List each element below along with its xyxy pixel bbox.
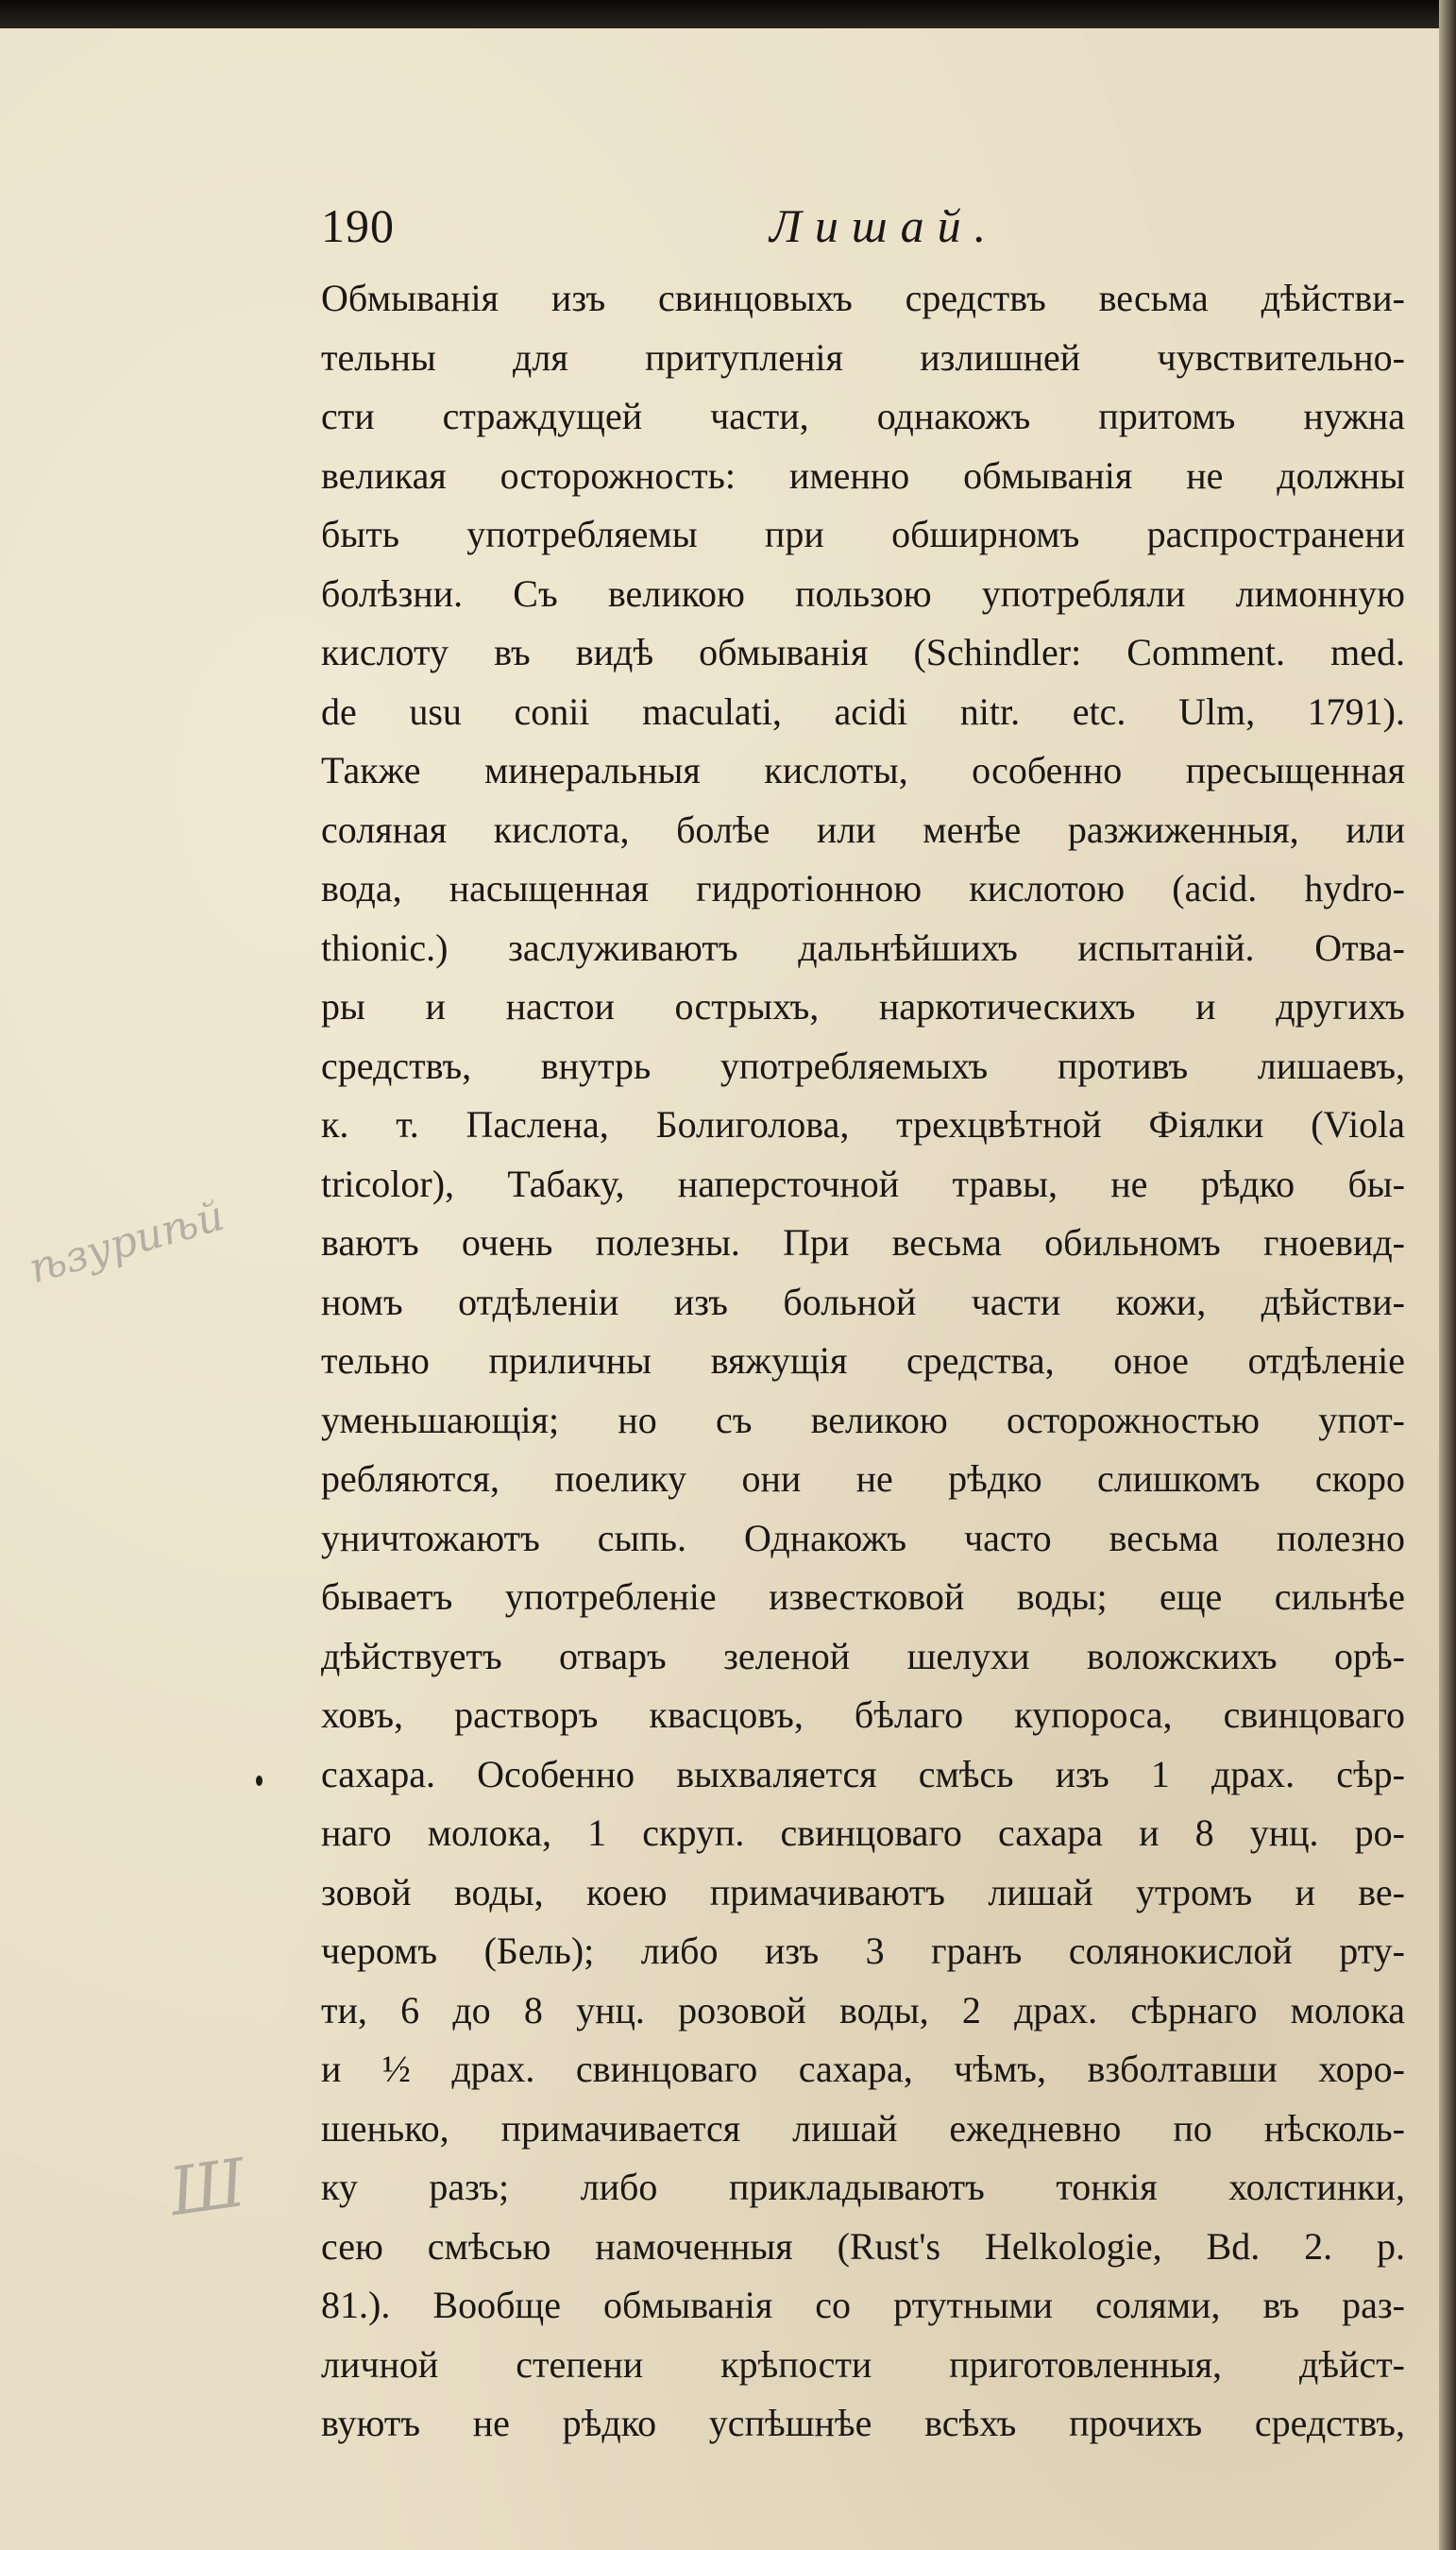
text-line: быть употребляемы при обширномъ распространени bbox=[321, 513, 1405, 555]
running-head: Лишай. bbox=[770, 199, 1000, 252]
text-line: de usu conii maculati, acidi nitr. etc. Ulm, 1791). bbox=[321, 689, 1405, 733]
text-line: ку разъ; либо прикладываютъ тонкія холстинки, bbox=[321, 2166, 1405, 2208]
text-line: ти, 6 до 8 унц. розовой воды, 2 драх. сѣрнаго молока bbox=[321, 1988, 1405, 2032]
text-line: личной степени крѣпости приготовленныя, дѣйст- bbox=[321, 2342, 1405, 2386]
text-line: средствъ, внутрь употребляемыхъ противъ лишаевъ, bbox=[321, 1044, 1405, 1087]
text-line: великая осторожность: именно обмыванія не должны bbox=[321, 453, 1405, 497]
text-line: соляная кислота, болѣе или менѣе разжиженныя, или bbox=[321, 808, 1405, 851]
text-line: thionic.) заслуживаютъ дальнѣйшихъ испытаній. Отва- bbox=[321, 926, 1405, 969]
scan-right-edge bbox=[1439, 0, 1456, 2550]
text-line: tricolor), Табаку, наперсточной травы, не рѣдко бы- bbox=[321, 1162, 1405, 1205]
text-line: черомъ (Бель); либо изъ 3 гранъ солянокислой рту- bbox=[321, 1930, 1405, 1972]
text-line: тельны для притупленія излишней чувствительно- bbox=[321, 335, 1405, 379]
text-line: ваютъ очень полезны. При весьма обильномъ гноевид- bbox=[321, 1221, 1405, 1264]
text-line: зовой воды, коею примачиваютъ лишай утромъ и ве- bbox=[321, 1870, 1405, 1913]
text-line: Обмыванія изъ свинцовыхъ средствъ весьма дѣйстви- bbox=[321, 277, 1405, 319]
page-header bbox=[321, 198, 1407, 264]
text-line: к. т. Паслена, Болиголова, трехцвѣтной Фіялки (Viola bbox=[321, 1103, 1405, 1146]
text-line: наго молока, 1 скруп. свинцоваго сахара и 8 унц. ро- bbox=[321, 1811, 1405, 1854]
book-page bbox=[0, 28, 1439, 2550]
pencil-margin-note: ѣзуриѣй bbox=[24, 1191, 229, 1294]
text-line: и ½ драх. свинцоваго сахара, чѣмъ, взболтавши хоро- bbox=[321, 2048, 1405, 2090]
text-line: уничтожаютъ сыпь. Однакожъ часто весьма полезно bbox=[321, 1516, 1405, 1559]
text-line: вода, насыщенная гидротіонною кислотою (acid. hydro- bbox=[321, 867, 1405, 910]
text-line: бываетъ употребленіе известковой воды; еще сильнѣе bbox=[321, 1575, 1405, 1618]
text-line: ры и настои острыхъ, наркотическихъ и другихъ bbox=[321, 985, 1405, 1028]
text-line: шенько, примачивается лишай ежедневно по нѣсколь- bbox=[321, 2106, 1405, 2150]
body-text bbox=[321, 269, 1405, 2454]
text-line: сти страждущей части, однакожъ притомъ нужна bbox=[321, 395, 1405, 437]
text-line: уменьшающія; но съ великою осторожностью упот- bbox=[321, 1398, 1405, 1441]
text-line: Также минеральныя кислоты, особенно пресыщенная bbox=[321, 749, 1405, 791]
text-line: ховъ, растворъ квасцовъ, бѣлаго купороса, свинцоваго bbox=[321, 1693, 1405, 1736]
text-line: сею смѣсью намоченныя (Rust's Helkologie, Bd. 2. p. bbox=[321, 2224, 1405, 2268]
text-line: дѣйствуетъ отваръ зеленой шелухи воложскихъ орѣ- bbox=[321, 1634, 1405, 1677]
text-line: номъ отдѣленіи изъ больной части кожи, дѣйстви- bbox=[321, 1280, 1405, 1323]
text-line: вуютъ не рѣдко успѣшнѣе всѣхъ прочихъ средствъ, bbox=[321, 2402, 1405, 2444]
text-line: тельно приличны вяжущія средства, оное отдѣленіе bbox=[321, 1339, 1405, 1382]
pencil-margin-note: Ш bbox=[164, 2143, 251, 2232]
text-line: 81.). Вообще обмыванія со ртутными солями, въ раз- bbox=[321, 2284, 1405, 2326]
text-line: болѣзни. Съ великою пользою употребляли лимонную bbox=[321, 571, 1405, 615]
scan-top-edge bbox=[0, 0, 1456, 28]
ink-speck bbox=[256, 1776, 262, 1786]
text-line: ребляются, поелику они не рѣдко слишкомъ скоро bbox=[321, 1457, 1405, 1500]
text-line: кислоту въ видѣ обмыванія (Schindler: Comment. med. bbox=[321, 631, 1405, 673]
page-number: 190 bbox=[321, 199, 395, 252]
text-line: сахара. Особенно выхваляется смѣсь изъ 1 драх. сѣр- bbox=[321, 1752, 1405, 1795]
